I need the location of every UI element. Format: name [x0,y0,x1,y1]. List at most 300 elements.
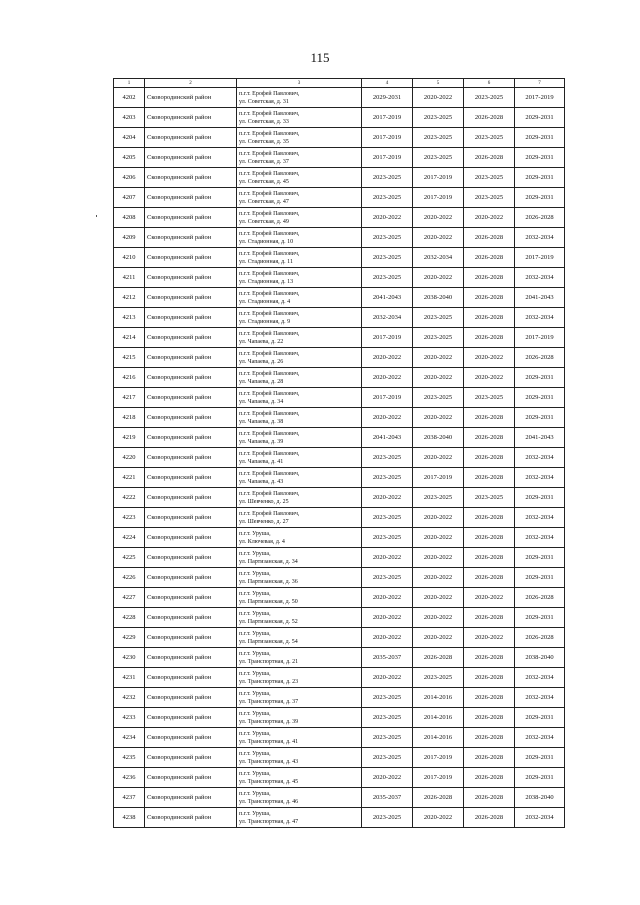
address-cell [237,788,362,808]
address-street: ул. Партизанская, д. 52 [239,618,298,625]
period-col7-cell: 2029-2031 [515,168,565,188]
period-col7-cell: 2029-2031 [515,608,565,628]
period-col6-cell: 2026-2028 [464,248,515,268]
address-settlement: п.г.т. Уруша, [239,610,271,617]
period-col7-cell: 2029-2031 [515,388,565,408]
address-cell [237,688,362,708]
table-row [114,408,565,428]
period-col7-cell: 2032-2034 [515,508,565,528]
district-cell: Сковородинский район [145,648,237,668]
address-street: ул. Чапаева, д. 22 [239,338,284,345]
address-settlement: п.г.т. Ерофей Павлович, [239,110,300,117]
period-col5-cell: 2020-2022 [413,808,464,828]
scan-speck [96,215,97,217]
table-row [114,568,565,588]
address-street: ул. Стадионная, д. 4 [239,298,291,305]
row-number: 4234 [114,728,145,748]
table-row [114,368,565,388]
address-cell [237,508,362,528]
address-settlement: п.г.т. Ерофей Павлович, [239,510,300,517]
address-settlement: п.г.т. Уруша, [239,710,271,717]
column-number: 2 [145,79,237,88]
row-number: 4223 [114,508,145,528]
district-cell: Сковородинский район [145,728,237,748]
address-settlement: п.г.т. Ерофей Павлович, [239,330,300,337]
address-street: ул. Транспортная, д. 41 [239,738,299,745]
period-col5-cell: 2020-2022 [413,348,464,368]
address-street: ул. Чапаева, д. 34 [239,398,284,405]
table-row [114,548,565,568]
address-cell [237,168,362,188]
period-col5-cell: 2023-2025 [413,148,464,168]
period-col5-cell: 2014-2016 [413,728,464,748]
district-cell: Сковородинский район [145,348,237,368]
address-settlement: п.г.т. Ерофей Павлович, [239,490,300,497]
table-row [114,808,565,828]
district-cell: Сковородинский район [145,688,237,708]
period-col4-cell: 2041-2043 [362,288,413,308]
period-col7-cell: 2032-2034 [515,668,565,688]
address-cell [237,408,362,428]
column-number: 5 [413,79,464,88]
table-row [114,348,565,368]
period-col6-cell: 2026-2028 [464,748,515,768]
period-col6-cell: 2026-2028 [464,288,515,308]
address-street: ул. Советская, д. 45 [239,178,289,185]
period-col6-cell: 2026-2028 [464,708,515,728]
table-row [114,148,565,168]
address-cell [237,308,362,328]
address-street: ул. Чапаева, д. 41 [239,458,284,465]
period-col6-cell: 2026-2028 [464,228,515,248]
district-cell: Сковородинский район [145,708,237,728]
period-col7-cell: 2029-2031 [515,368,565,388]
address-settlement: п.г.т. Ерофей Павлович, [239,410,300,417]
period-col7-cell: 2032-2034 [515,228,565,248]
district-cell: Сковородинский район [145,608,237,628]
address-cell [237,468,362,488]
address-settlement: п.г.т. Уруша, [239,670,271,677]
address-settlement: п.г.т. Уруша, [239,810,271,817]
address-street: ул. Советская, д. 33 [239,118,289,125]
table-row [114,728,565,748]
period-col6-cell: 2020-2022 [464,628,515,648]
address-street: ул. Стадионная, д. 9 [239,318,291,325]
row-number: 4216 [114,368,145,388]
period-col5-cell: 2020-2022 [413,528,464,548]
address-cell [237,628,362,648]
period-col6-cell: 2023-2025 [464,188,515,208]
table-row [114,228,565,248]
period-col6-cell: 2023-2025 [464,88,515,108]
period-col6-cell: 2026-2028 [464,768,515,788]
row-number: 4227 [114,588,145,608]
period-col6-cell: 2020-2022 [464,588,515,608]
period-col7-cell: 2032-2034 [515,808,565,828]
address-settlement: п.г.т. Уруша, [239,790,271,797]
district-cell: Сковородинский район [145,268,237,288]
address-cell [237,588,362,608]
table-row [114,448,565,468]
period-col6-cell: 2026-2028 [464,608,515,628]
address-settlement: п.г.т. Ерофей Павлович, [239,210,300,217]
row-number: 4226 [114,568,145,588]
period-col6-cell: 2026-2028 [464,308,515,328]
table-row [114,628,565,648]
period-col4-cell: 2023-2025 [362,168,413,188]
district-cell: Сковородинский район [145,748,237,768]
district-cell: Сковородинский район [145,168,237,188]
district-cell: Сковородинский район [145,108,237,128]
period-col4-cell: 2023-2025 [362,508,413,528]
period-col6-cell: 2026-2028 [464,728,515,748]
table-row [114,308,565,328]
period-col7-cell: 2029-2031 [515,128,565,148]
table-row [114,248,565,268]
period-col4-cell: 2020-2022 [362,588,413,608]
period-col4-cell: 2023-2025 [362,688,413,708]
row-number: 4217 [114,388,145,408]
address-street: ул. Транспортная, д. 23 [239,678,299,685]
period-col4-cell: 2017-2019 [362,328,413,348]
period-col5-cell: 2020-2022 [413,368,464,388]
district-cell: Сковородинский район [145,768,237,788]
period-col5-cell: 2023-2025 [413,128,464,148]
address-street: ул. Транспортная, д. 46 [239,798,299,805]
column-number: 6 [464,79,515,88]
table-row [114,168,565,188]
address-street: ул. Советская, д. 49 [239,218,289,225]
period-col4-cell: 2020-2022 [362,608,413,628]
period-col7-cell: 2029-2031 [515,188,565,208]
district-cell: Сковородинский район [145,428,237,448]
row-number: 4219 [114,428,145,448]
period-col5-cell: 2032-2034 [413,248,464,268]
row-number: 4229 [114,628,145,648]
address-settlement: п.г.т. Уруша, [239,730,271,737]
period-col4-cell: 2020-2022 [362,768,413,788]
district-cell: Сковородинский район [145,308,237,328]
address-cell [237,448,362,468]
period-col6-cell: 2023-2025 [464,488,515,508]
row-number: 4235 [114,748,145,768]
address-street: ул. Чапаева, д. 39 [239,438,284,445]
row-number: 4204 [114,128,145,148]
period-col5-cell: 2017-2019 [413,468,464,488]
period-col4-cell: 2035-2037 [362,648,413,668]
period-col6-cell: 2026-2028 [464,468,515,488]
period-col7-cell: 2029-2031 [515,768,565,788]
district-cell: Сковородинский район [145,548,237,568]
row-number: 4207 [114,188,145,208]
period-col5-cell: 2017-2019 [413,168,464,188]
table-row [114,768,565,788]
column-number: 7 [515,79,565,88]
period-col7-cell: 2029-2031 [515,748,565,768]
row-number: 4231 [114,668,145,688]
district-cell: Сковородинский район [145,588,237,608]
period-col6-cell: 2026-2028 [464,148,515,168]
address-street: ул. Чапаева, д. 38 [239,418,284,425]
address-settlement: п.г.т. Ерофей Павлович, [239,270,300,277]
address-cell [237,708,362,728]
period-col5-cell: 2023-2025 [413,328,464,348]
address-settlement: п.г.т. Уруша, [239,750,271,757]
address-cell [237,128,362,148]
address-street: ул. Транспортная, д. 43 [239,758,299,765]
period-col7-cell: 2032-2034 [515,688,565,708]
row-number: 4215 [114,348,145,368]
period-col5-cell: 2020-2022 [413,88,464,108]
table-row [114,588,565,608]
period-col7-cell: 2032-2034 [515,268,565,288]
period-col4-cell: 2020-2022 [362,628,413,648]
period-col6-cell: 2026-2028 [464,428,515,448]
address-settlement: п.г.т. Ерофей Павлович, [239,90,300,97]
period-col5-cell: 2023-2025 [413,108,464,128]
address-settlement: п.г.т. Ерофей Павлович, [239,190,300,197]
period-col7-cell: 2038-2040 [515,788,565,808]
row-number: 4209 [114,228,145,248]
period-col4-cell: 2023-2025 [362,468,413,488]
district-cell: Сковородинский район [145,528,237,548]
address-cell [237,648,362,668]
address-street: ул. Советская, д. 47 [239,198,289,205]
period-col4-cell: 2032-2034 [362,308,413,328]
address-street: ул. Советская, д. 37 [239,158,289,165]
address-street: ул. Шевченко, д. 25 [239,498,289,505]
row-number: 4212 [114,288,145,308]
address-cell [237,748,362,768]
period-col7-cell: 2029-2031 [515,108,565,128]
district-cell: Сковородинский район [145,248,237,268]
table-row [114,208,565,228]
period-col6-cell: 2026-2028 [464,108,515,128]
address-cell [237,228,362,248]
period-col5-cell: 2023-2025 [413,308,464,328]
address-street: ул. Партизанская, д. 36 [239,578,298,585]
period-col6-cell: 2026-2028 [464,548,515,568]
period-col4-cell: 2023-2025 [362,528,413,548]
period-col7-cell: 2032-2034 [515,728,565,748]
address-settlement: п.г.т. Ерофей Павлович, [239,290,300,297]
table-row [114,508,565,528]
address-street: ул. Транспортная, д. 47 [239,818,299,825]
table-row [114,748,565,768]
period-col4-cell: 2035-2037 [362,788,413,808]
row-number: 4232 [114,688,145,708]
row-number: 4203 [114,108,145,128]
address-street: ул. Партизанская, д. 50 [239,598,298,605]
period-col4-cell: 2017-2019 [362,128,413,148]
register-table [113,78,565,828]
row-number: 4238 [114,808,145,828]
period-col4-cell: 2029-2031 [362,88,413,108]
row-number: 4214 [114,328,145,348]
address-settlement: п.г.т. Ерофей Павлович, [239,370,300,377]
address-cell [237,248,362,268]
table-row [114,128,565,148]
row-number: 4205 [114,148,145,168]
table-row [114,468,565,488]
address-settlement: п.г.т. Ерофей Павлович, [239,350,300,357]
period-col6-cell: 2026-2028 [464,648,515,668]
address-street: ул. Транспортная, д. 37 [239,698,299,705]
period-col4-cell: 2023-2025 [362,248,413,268]
district-cell: Сковородинский район [145,388,237,408]
period-col4-cell: 2023-2025 [362,188,413,208]
address-settlement: п.г.т. Уруша, [239,650,271,657]
row-number: 4236 [114,768,145,788]
period-col5-cell: 2020-2022 [413,268,464,288]
district-cell: Сковородинский район [145,668,237,688]
table-row [114,708,565,728]
period-col6-cell: 2026-2028 [464,528,515,548]
period-col5-cell: 2017-2019 [413,748,464,768]
table-row [114,788,565,808]
address-settlement: п.г.т. Ерофей Павлович, [239,470,300,477]
period-col6-cell: 2026-2028 [464,688,515,708]
period-col4-cell: 2017-2019 [362,108,413,128]
period-col4-cell: 2020-2022 [362,488,413,508]
row-number: 4221 [114,468,145,488]
address-cell [237,528,362,548]
district-cell: Сковородинский район [145,188,237,208]
period-col5-cell: 2026-2028 [413,788,464,808]
table-row [114,488,565,508]
address-settlement: п.г.т. Ерофей Павлович, [239,430,300,437]
row-number: 4230 [114,648,145,668]
row-number: 4218 [114,408,145,428]
address-settlement: п.г.т. Уруша, [239,550,271,557]
table-row [114,668,565,688]
period-col7-cell: 2038-2040 [515,648,565,668]
row-number: 4210 [114,248,145,268]
district-cell: Сковородинский район [145,508,237,528]
address-settlement: п.г.т. Ерофей Павлович, [239,170,300,177]
district-cell: Сковородинский район [145,148,237,168]
period-col6-cell: 2020-2022 [464,368,515,388]
address-cell [237,568,362,588]
period-col4-cell: 2020-2022 [362,548,413,568]
address-cell [237,548,362,568]
period-col7-cell: 2032-2034 [515,528,565,548]
address-cell [237,288,362,308]
address-settlement: п.г.т. Ерофей Павлович, [239,390,300,397]
period-col7-cell: 2017-2019 [515,328,565,348]
address-street: ул. Партизанская, д. 34 [239,558,298,565]
address-cell [237,668,362,688]
period-col6-cell: 2023-2025 [464,388,515,408]
address-street: ул. Транспортная, д. 39 [239,718,299,725]
address-street: ул. Транспортная, д. 21 [239,658,299,665]
period-col4-cell: 2017-2019 [362,148,413,168]
table-row [114,188,565,208]
address-street: ул. Шевченко, д. 27 [239,518,289,525]
period-col6-cell: 2026-2028 [464,508,515,528]
period-col4-cell: 2023-2025 [362,808,413,828]
district-cell: Сковородинский район [145,288,237,308]
address-street: ул. Стадионная, д. 11 [239,258,293,265]
period-col4-cell: 2023-2025 [362,728,413,748]
address-settlement: п.г.т. Ерофей Павлович, [239,150,300,157]
column-number: 1 [114,79,145,88]
period-col4-cell: 2023-2025 [362,448,413,468]
period-col6-cell: 2020-2022 [464,348,515,368]
period-col5-cell: 2023-2025 [413,488,464,508]
district-cell: Сковородинский район [145,88,237,108]
period-col4-cell: 2023-2025 [362,748,413,768]
row-number: 4222 [114,488,145,508]
row-number: 4237 [114,788,145,808]
period-col6-cell: 2023-2025 [464,168,515,188]
row-number: 4213 [114,308,145,328]
address-settlement: п.г.т. Уруша, [239,570,271,577]
address-cell [237,768,362,788]
period-col4-cell: 2023-2025 [362,228,413,248]
address-street: ул. Чапаева, д. 26 [239,358,284,365]
period-col6-cell: 2026-2028 [464,808,515,828]
period-col5-cell: 2038-2040 [413,288,464,308]
district-cell: Сковородинский район [145,628,237,648]
period-col7-cell: 2029-2031 [515,548,565,568]
period-col5-cell: 2020-2022 [413,608,464,628]
period-col6-cell: 2026-2028 [464,328,515,348]
row-number: 4208 [114,208,145,228]
address-cell [237,88,362,108]
address-street: ул. Чапаева, д. 28 [239,378,284,385]
address-cell [237,268,362,288]
period-col5-cell: 2020-2022 [413,628,464,648]
address-street: ул. Ключевая, д. 4 [239,538,285,545]
period-col7-cell: 2029-2031 [515,568,565,588]
period-col6-cell: 2026-2028 [464,448,515,468]
address-street: ул. Советская, д. 35 [239,138,289,145]
row-number: 4228 [114,608,145,628]
district-cell: Сковородинский район [145,488,237,508]
address-street: ул. Транспортная, д. 45 [239,778,299,785]
address-settlement: п.г.т. Уруша, [239,770,271,777]
period-col5-cell: 2020-2022 [413,588,464,608]
district-cell: Сковородинский район [145,128,237,148]
period-col5-cell: 2020-2022 [413,508,464,528]
period-col7-cell: 2029-2031 [515,708,565,728]
period-col7-cell: 2041-2043 [515,428,565,448]
period-col5-cell: 2038-2040 [413,428,464,448]
period-col7-cell: 2032-2034 [515,468,565,488]
period-col7-cell: 2032-2034 [515,448,565,468]
address-settlement: п.г.т. Ерофей Павлович, [239,310,300,317]
district-cell: Сковородинский район [145,228,237,248]
address-settlement: п.г.т. Ерофей Павлович, [239,250,300,257]
address-settlement: п.г.т. Уруша, [239,590,271,597]
period-col5-cell: 2026-2028 [413,648,464,668]
column-number-row [114,79,565,88]
period-col4-cell: 2020-2022 [362,368,413,388]
period-col5-cell: 2020-2022 [413,448,464,468]
table-row [114,608,565,628]
period-col5-cell: 2020-2022 [413,408,464,428]
period-col7-cell: 2026-2028 [515,588,565,608]
period-col5-cell: 2014-2016 [413,688,464,708]
address-cell [237,148,362,168]
period-col7-cell: 2017-2019 [515,248,565,268]
address-cell [237,328,362,348]
row-number: 4220 [114,448,145,468]
address-cell [237,728,362,748]
period-col6-cell: 2026-2028 [464,788,515,808]
table-row [114,268,565,288]
